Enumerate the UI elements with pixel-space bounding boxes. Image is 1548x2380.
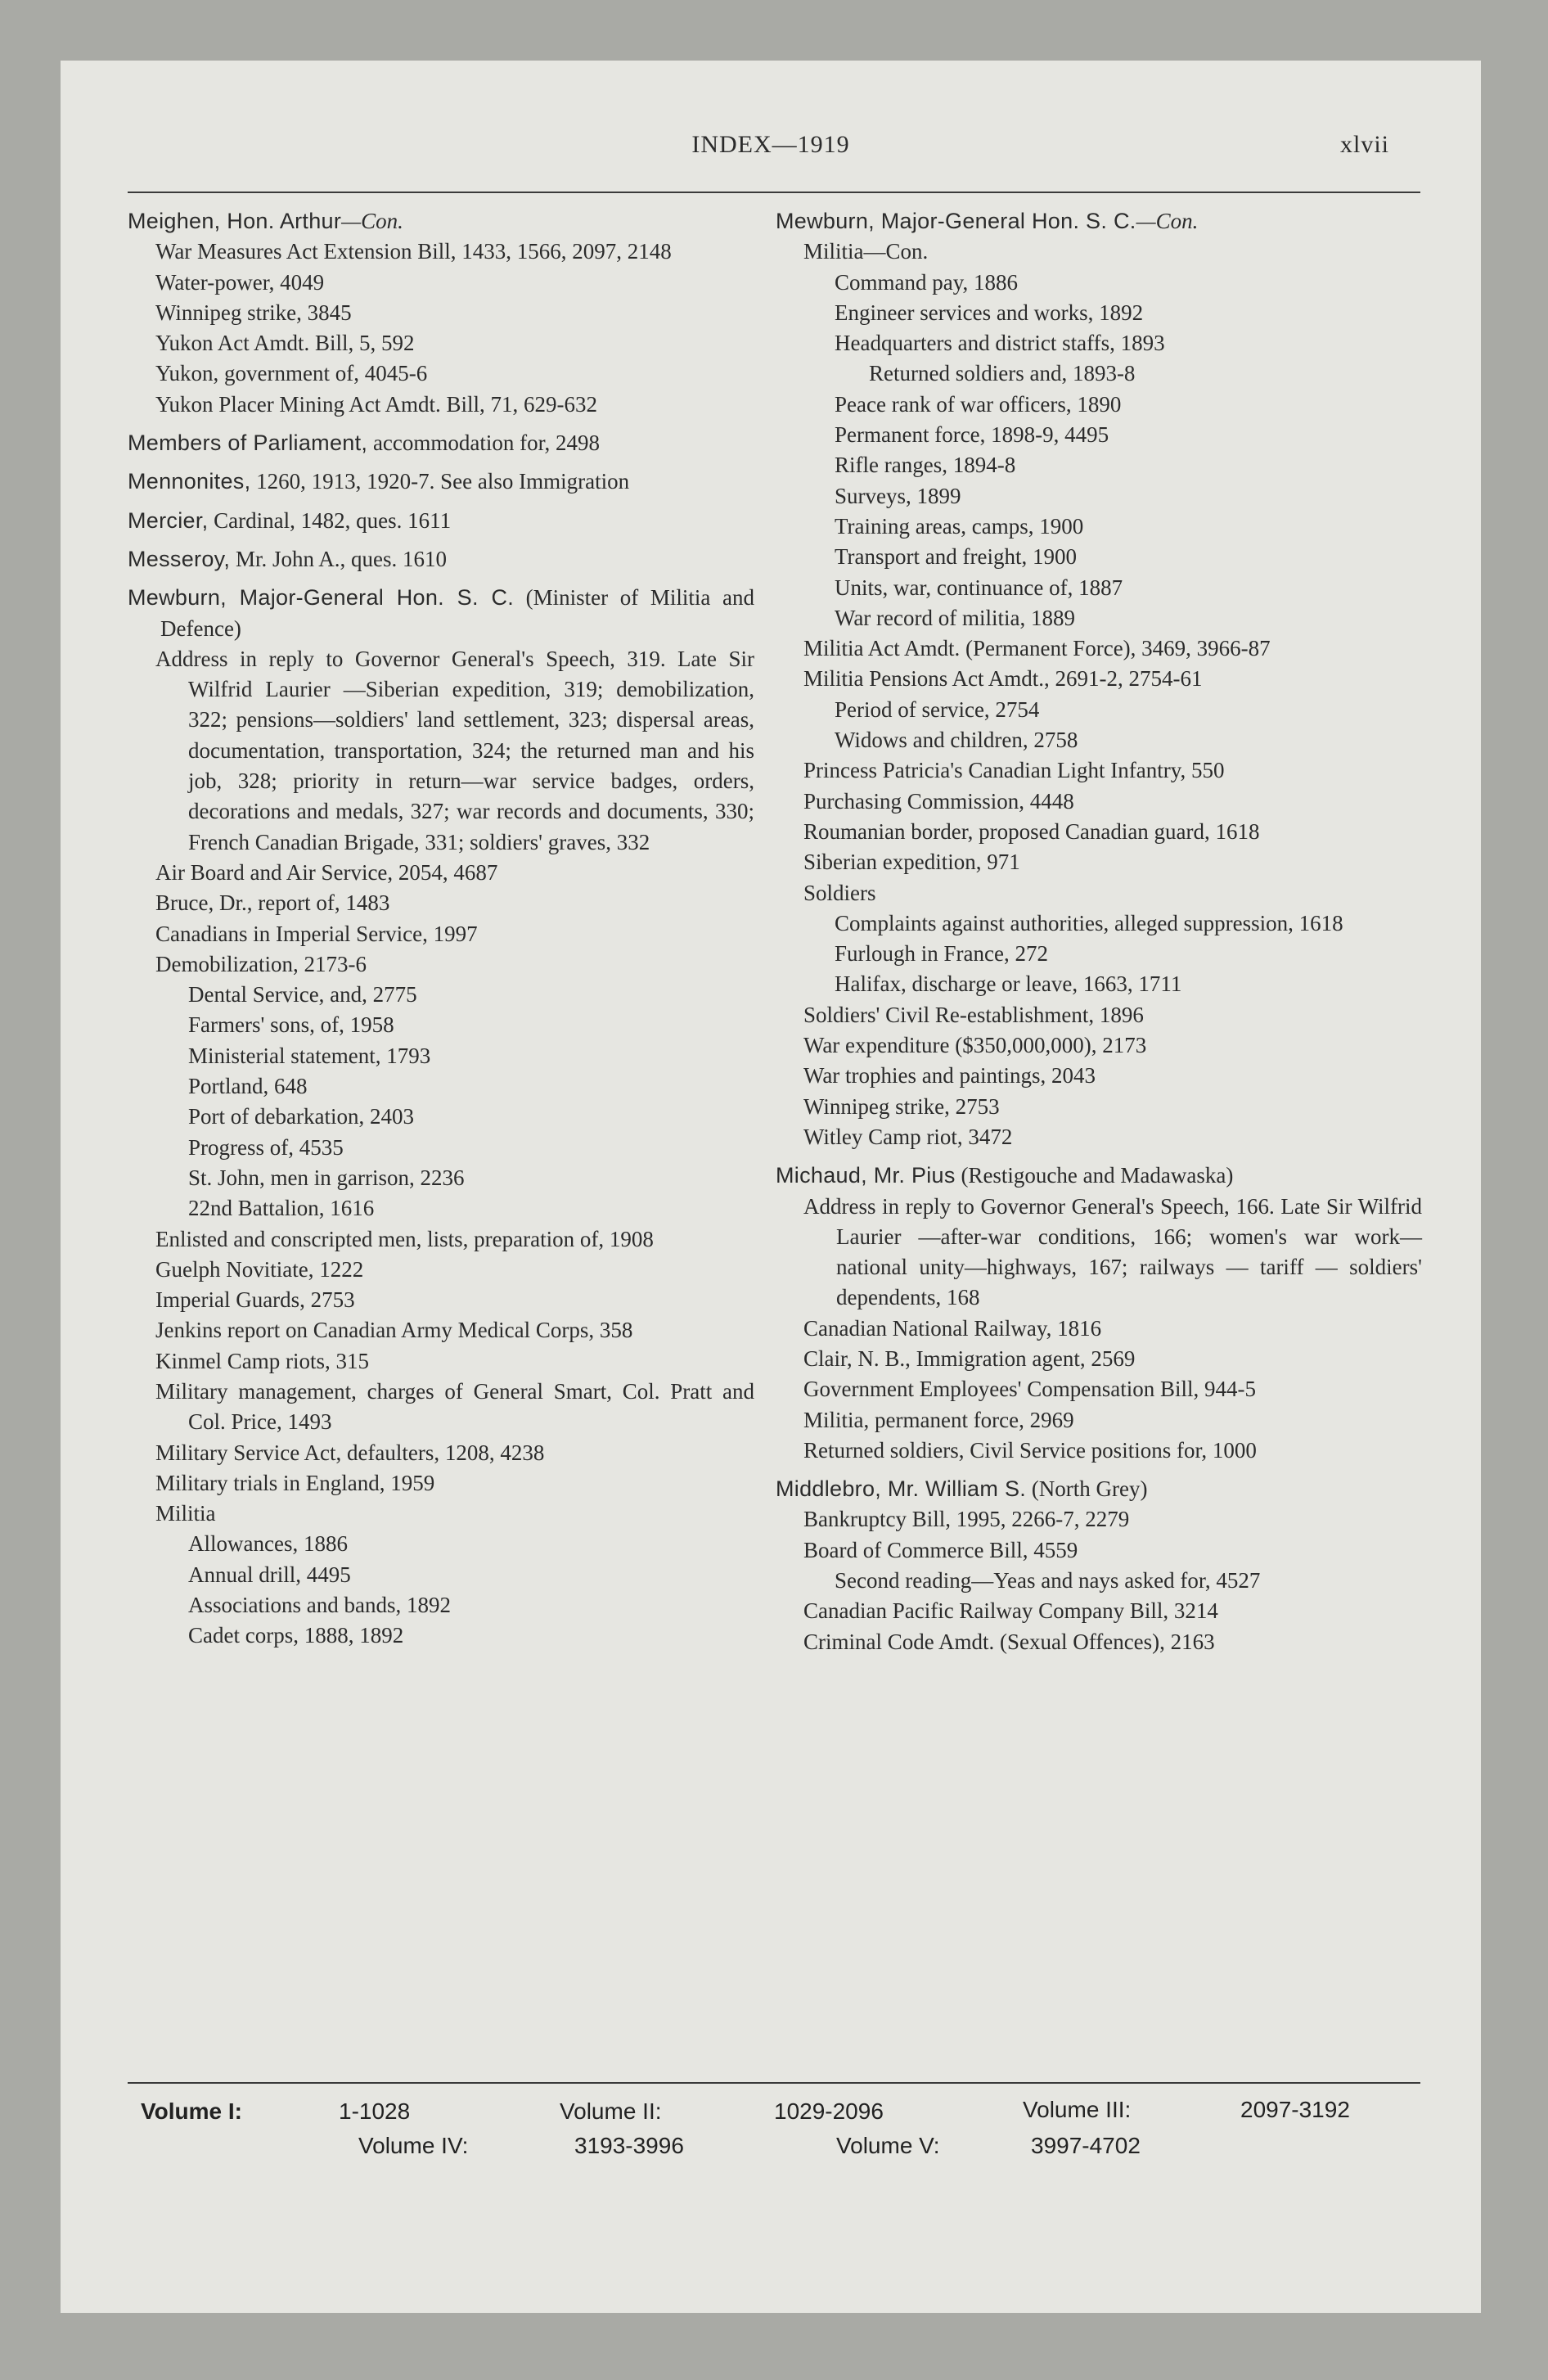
page-title: INDEX—1919 xyxy=(691,131,850,158)
index-subentry: Winnipeg strike, 2753 xyxy=(803,1093,1000,1119)
volume-1-range: 1-1028 xyxy=(339,2098,411,2124)
index-subentry: Militia xyxy=(155,1501,216,1526)
index-subentry: Farmers' sons, of, 1958 xyxy=(188,1012,394,1038)
index-subentry: Rifle ranges, 1894-8 xyxy=(835,453,1016,478)
index-entry xyxy=(776,1474,1422,1657)
index-subentry: Imperial Guards, 2753 xyxy=(155,1287,355,1313)
volume-2-range: 1029-2096 xyxy=(774,2098,884,2124)
index-entry xyxy=(128,544,754,575)
entry-heading-line xyxy=(128,583,754,644)
continued-marker: —Con. xyxy=(1136,209,1199,233)
index-subentry: Kinmel Camp riots, 315 xyxy=(155,1348,369,1373)
entry-heading: Michaud, Mr. Pius xyxy=(776,1163,956,1188)
index-subentry: Associations and bands, 1892 xyxy=(188,1593,451,1618)
index-subentry: Roumanian border, proposed Canadian guard, 1618 xyxy=(803,818,1260,844)
index-subentry: Militia, permanent force, 2969 xyxy=(803,1407,1074,1432)
volume-4-label: Volume IV: xyxy=(358,2133,469,2158)
index-subentry: Jenkins report on Canadian Army Medical Corps, 358 xyxy=(155,1318,633,1343)
index-subentry: Guelph Novitiate, 1222 xyxy=(155,1256,364,1282)
index-subentry: Canadian Pacific Railway Company Bill, 3214 xyxy=(803,1598,1218,1624)
entry-heading-line xyxy=(128,544,754,575)
index-subentry: Port of debarkation, 2403 xyxy=(188,1104,414,1129)
left-column xyxy=(128,206,754,1652)
index-entry xyxy=(128,206,754,420)
index-entry xyxy=(776,206,1422,1152)
volume-3-range: 2097-3192 xyxy=(1240,2097,1350,2122)
header-rule xyxy=(128,192,1420,193)
index-subentry: Military trials in England, 1959 xyxy=(155,1470,435,1495)
index-subentry: Siberian expedition, 971 xyxy=(803,850,1020,875)
index-subentry: Allowances, 1886 xyxy=(188,1531,348,1557)
index-subentry: Clair, N. B., Immigration agent, 2569 xyxy=(803,1346,1136,1371)
index-subentry: Training areas, camps, 1900 xyxy=(835,513,1084,539)
index-subentry: Surveys, 1899 xyxy=(835,483,961,508)
volume-4-range: 3193-3996 xyxy=(574,2133,684,2158)
index-subentry: Cadet corps, 1888, 1892 xyxy=(188,1623,404,1648)
index-subentry: Military management, charges of General Smart, Col. Pratt and Col. Price, 1493 xyxy=(155,1378,754,1435)
entry-heading-detail: Mr. John A., ques. 1610 xyxy=(230,546,448,571)
index-page xyxy=(61,61,1481,2313)
index-subentry: Canadian National Railway, 1816 xyxy=(803,1315,1102,1341)
index-subentry: Returned soldiers and, 1893-8 xyxy=(869,361,1136,386)
entry-heading: Middlebro, Mr. William S. xyxy=(776,1476,1027,1502)
index-subentry: Winnipeg strike, 3845 xyxy=(155,300,352,325)
entry-heading: Messeroy, xyxy=(128,546,231,571)
index-subentry: Militia—Con. xyxy=(803,239,929,264)
index-subentry: Princess Patricia's Canadian Light Infantry, 550 xyxy=(803,758,1225,783)
index-subentry: Yukon Placer Mining Act Amdt. Bill, 71, 629-632 xyxy=(155,391,597,417)
index-subentry: Criminal Code Amdt. (Sexual Offences), 2163 xyxy=(803,1629,1215,1654)
index-subentry: Permanent force, 1898-9, 4495 xyxy=(835,422,1109,448)
index-subentry: War record of militia, 1889 xyxy=(835,605,1075,630)
index-subentry: Enlisted and conscripted men, lists, preparation of, 1908 xyxy=(155,1226,654,1251)
index-subentry: Canadians in Imperial Service, 1997 xyxy=(155,921,478,946)
entry-heading-line xyxy=(776,206,1422,237)
entry-heading-detail: accommodation for, 2498 xyxy=(367,430,601,456)
index-subentry: Address in reply to Governor General's Speech, 166. Late Sir Wilfrid Laurier —after-war conditions, 166; women's war work—national unity—highways, 167; railways — tariff — soldiers' dependents, 168 xyxy=(803,1193,1422,1310)
index-subentry: Portland, 648 xyxy=(188,1074,308,1099)
index-subentry: War trophies and paintings, 2043 xyxy=(803,1063,1096,1089)
index-subentry: Widows and children, 2758 xyxy=(835,728,1078,753)
index-entry xyxy=(128,583,754,1651)
page-number: xlvii xyxy=(1339,131,1389,158)
volume-1-label: Volume I: xyxy=(141,2098,242,2124)
entry-heading-line xyxy=(776,1161,1422,1191)
entry-heading: Mewburn, Major-General Hon. S. C. xyxy=(128,585,515,611)
entry-heading-line xyxy=(128,206,754,237)
index-subentry: Soldiers xyxy=(803,880,876,905)
index-subentry: Annual drill, 4495 xyxy=(188,1562,351,1587)
index-subentry: Furlough in France, 272 xyxy=(835,941,1048,967)
index-subentry: Units, war, continuance of, 1887 xyxy=(835,575,1123,600)
index-subentry: Bankruptcy Bill, 1995, 2266-7, 2279 xyxy=(803,1507,1130,1532)
entry-heading: Meighen, Hon. Arthur xyxy=(128,209,342,233)
volume-5-label: Volume V: xyxy=(836,2133,940,2158)
index-subentry: Demobilization, 2173-6 xyxy=(155,951,367,976)
index-subentry: Ministerial statement, 1793 xyxy=(188,1043,431,1068)
index-subentry: Command pay, 1886 xyxy=(835,269,1018,295)
entry-heading: Mercier, xyxy=(128,507,209,533)
index-subentry: Engineer services and works, 1892 xyxy=(835,300,1144,325)
entry-heading: Mennonites, xyxy=(128,469,251,494)
index-subentry: Period of service, 2754 xyxy=(835,696,1040,722)
index-entry xyxy=(128,506,754,536)
index-entry xyxy=(128,428,754,458)
index-subentry: Dental Service, and, 2775 xyxy=(188,982,417,1007)
index-subentry: Soldiers' Civil Re-establishment, 1896 xyxy=(803,1002,1144,1027)
index-subentry: Yukon, government of, 4045-6 xyxy=(155,361,428,386)
volume-5-range: 3997-4702 xyxy=(1031,2133,1141,2158)
entry-heading-line xyxy=(776,1474,1422,1504)
index-subentry: Purchasing Commission, 4448 xyxy=(803,788,1074,814)
index-subentry: Military Service Act, defaulters, 1208, 4238 xyxy=(155,1440,545,1465)
volume-2-label: Volume II: xyxy=(560,2098,662,2124)
index-subentry: Militia Act Amdt. (Permanent Force), 3469, 3966-87 xyxy=(803,636,1271,661)
entry-heading: Members of Parliament, xyxy=(128,430,368,456)
index-subentry: Yukon Act Amdt. Bill, 5, 592 xyxy=(155,331,415,356)
entry-heading: Mewburn, Major-General Hon. S. C. xyxy=(776,209,1136,233)
index-subentry: Board of Commerce Bill, 4559 xyxy=(803,1537,1078,1562)
volume-3-label: Volume III: xyxy=(1023,2097,1132,2122)
index-subentry: Air Board and Air Service, 2054, 4687 xyxy=(155,859,498,885)
index-subentry: Address in reply to Governor General's Speech, 319. Late Sir Wilfrid Laurier —Siberian expedition, 319; demobilization, 322; pensions—soldiers' land settlement, 323; dispersal areas, documentation, transportation, 324; the returned man and his job, 328; priority in return—war service badges, orders, decorations and medals, 327; war records and documents, 330; French Canadian Brigade, 331; soldiers' graves, 332 xyxy=(155,646,754,854)
index-subentry: Witley Camp riot, 3472 xyxy=(803,1124,1013,1149)
index-entry xyxy=(128,467,754,497)
entry-heading-line xyxy=(128,467,754,497)
index-entry xyxy=(776,1161,1422,1466)
index-subentry: Militia Pensions Act Amdt., 2691-2, 2754-61 xyxy=(803,666,1203,692)
right-column xyxy=(776,206,1422,1657)
index-subentry: Water-power, 4049 xyxy=(155,269,325,295)
volume-footer xyxy=(61,2094,1481,2192)
continued-marker: —Con. xyxy=(341,209,403,233)
index-subentry: 22nd Battalion, 1616 xyxy=(188,1196,375,1221)
entry-heading-detail: 1260, 1913, 1920-7. See also Immigration xyxy=(250,469,630,494)
footer-rule xyxy=(128,2082,1420,2084)
entry-heading-detail: (Restigouche and Madawaska) xyxy=(955,1163,1234,1188)
index-subentry: War Measures Act Extension Bill, 1433, 1566, 2097, 2148 xyxy=(155,239,672,264)
index-subentry: War expenditure ($350,000,000), 2173 xyxy=(803,1033,1147,1058)
index-subentry: Progress of, 4535 xyxy=(188,1134,344,1160)
index-subentry: Headquarters and district staffs, 1893 xyxy=(835,331,1165,356)
index-subentry: St. John, men in garrison, 2236 xyxy=(188,1165,465,1190)
index-subentry: Government Employees' Compensation Bill, 944-5 xyxy=(803,1377,1257,1402)
running-head xyxy=(61,131,1481,164)
index-subentry: Returned soldiers, Civil Service positions for, 1000 xyxy=(803,1437,1257,1463)
index-subentry: Complaints against authorities, alleged suppression, 1618 xyxy=(835,910,1343,935)
entry-heading-line xyxy=(128,506,754,536)
index-subentry: Second reading—Yeas and nays asked for, 4527 xyxy=(835,1568,1261,1593)
index-subentry: Halifax, discharge or leave, 1663, 1711 xyxy=(835,971,1182,997)
index-subentry: Bruce, Dr., report of, 1483 xyxy=(155,890,390,916)
entry-heading-detail: (Minister of Militia and Defence) xyxy=(160,585,754,641)
index-subentry: Peace rank of war officers, 1890 xyxy=(835,391,1122,417)
entry-heading-detail: Cardinal, 1482, ques. 1611 xyxy=(208,507,452,533)
entry-heading-detail: (North Grey) xyxy=(1026,1476,1148,1502)
entry-heading-line xyxy=(128,428,754,458)
index-subentry: Transport and freight, 1900 xyxy=(835,544,1077,570)
